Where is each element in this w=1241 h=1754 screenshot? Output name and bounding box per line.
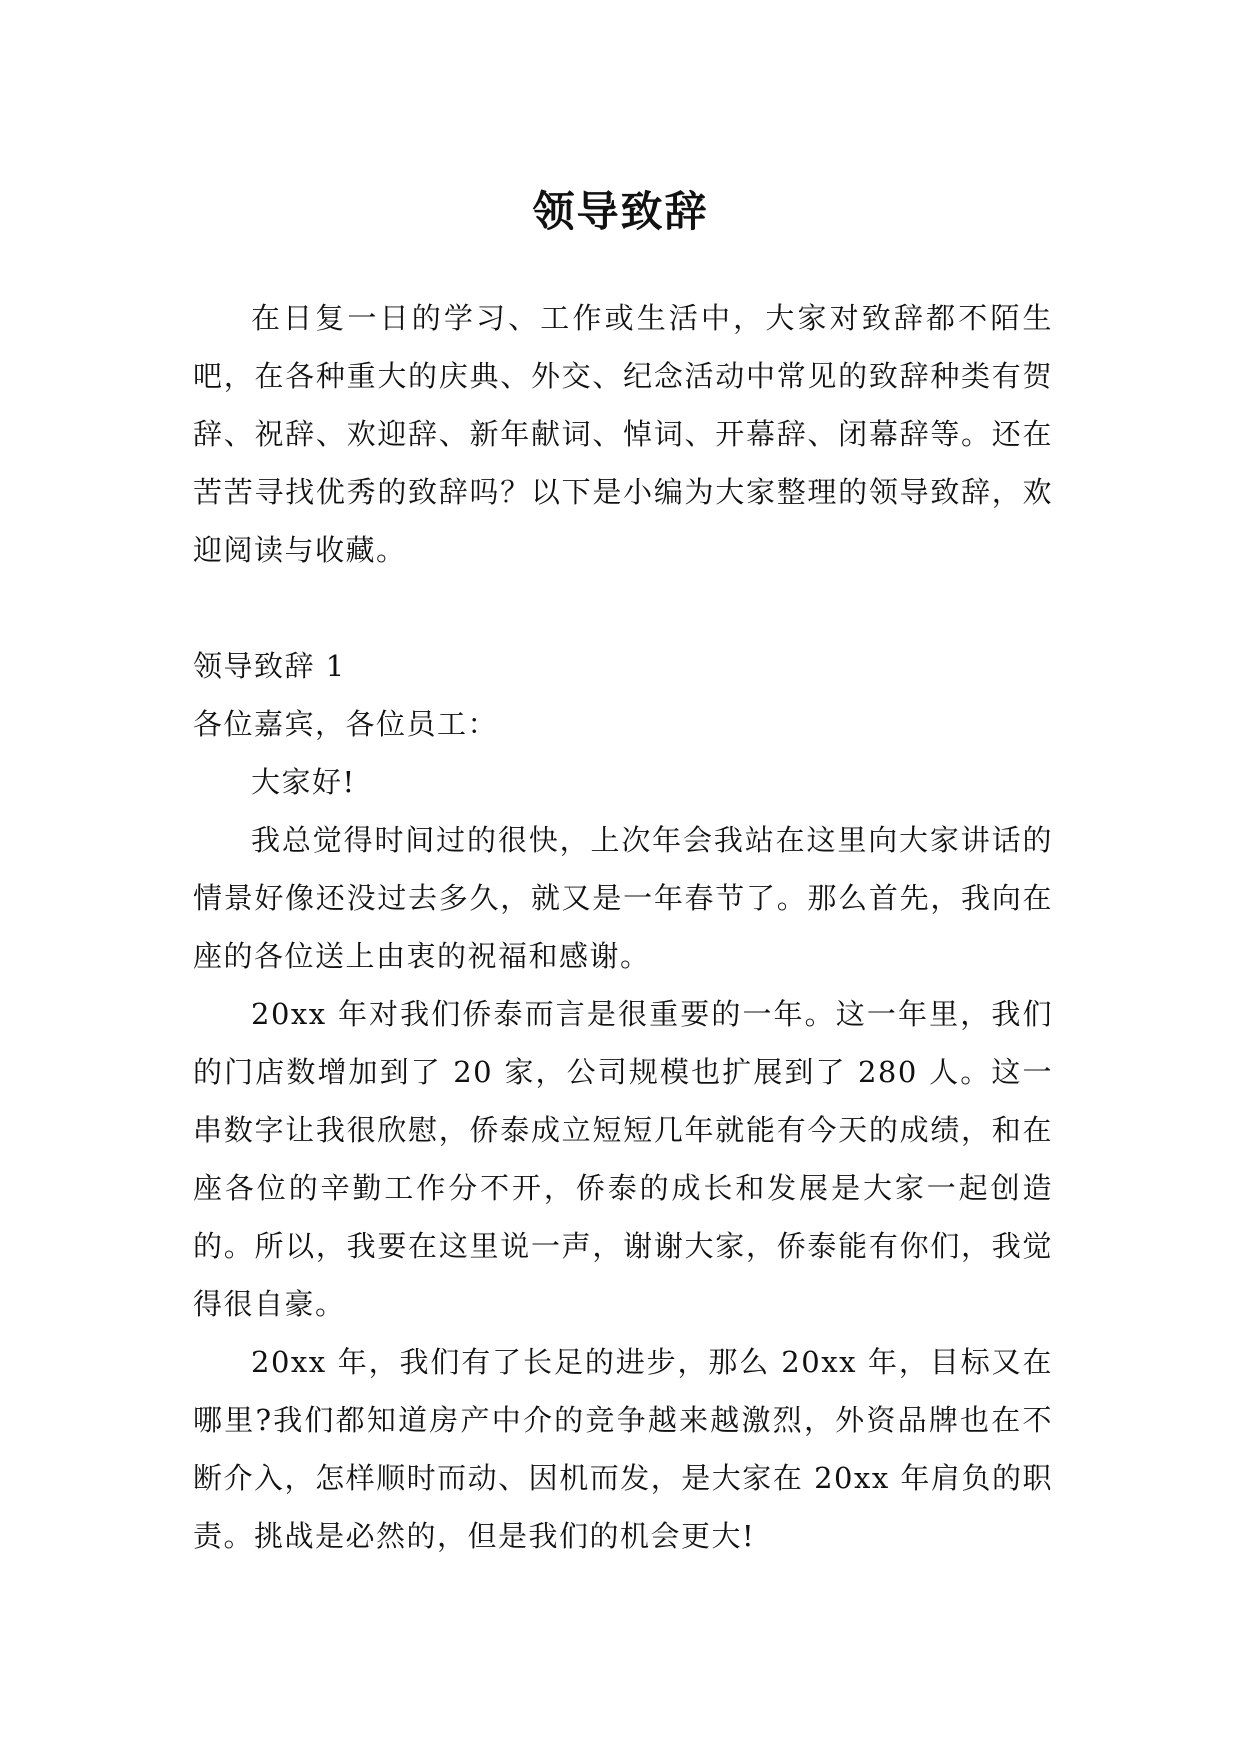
body-paragraph: 我总觉得时间过的很快，上次年会我站在这里向大家讲话的情景好像还没过去多久，就又是一年春节了。那么首先，我向在座的各位送上由衷的祝福和感谢。 xyxy=(193,823,1053,973)
section-heading: 领导致辞 1 xyxy=(193,649,346,683)
document-body xyxy=(193,289,1053,1565)
intro-paragraph: 在日复一日的学习、工作或生活中，大家对致辞都不陌生吧，在各种重大的庆典、外交、纪念活动中常见的致辞种类有贺辞、祝辞、欢迎辞、新年献词、悼词、开幕辞、闭幕辞等。还在苦苦寻找优秀的致辞吗？以下是小编为大家整理的领导致辞，欢迎阅读与收藏。 xyxy=(193,301,1053,567)
body-paragraph: 20xx 年对我们侨泰而言是很重要的一年。这一年里，我们的门店数增加到了 20 家，公司规模也扩展到了 280 人。这一串数字让我很欣慰，侨泰成立短短几年就能有今天的成绩，和在座各位的辛勤工作分不开，侨泰的成长和发展是大家一起创造的。所以，我要在这里说一声，谢谢大家，侨泰能有你们，我觉得很自豪。 xyxy=(193,997,1053,1321)
salutation: 各位嘉宾，各位员工： xyxy=(193,707,499,741)
body-paragraph: 20xx 年，我们有了长足的进步，那么 20xx 年，目标又在哪里?我们都知道房产中介的竞争越来越激烈，外资品牌也在不断介入，怎样顺时而动、因机而发，是大家在 20xx 年肩负的职责。挑战是必然的，但是我们的机会更大! xyxy=(193,1345,1053,1553)
document-title: 领导致辞 xyxy=(532,187,709,237)
greeting: 大家好! xyxy=(251,765,356,799)
